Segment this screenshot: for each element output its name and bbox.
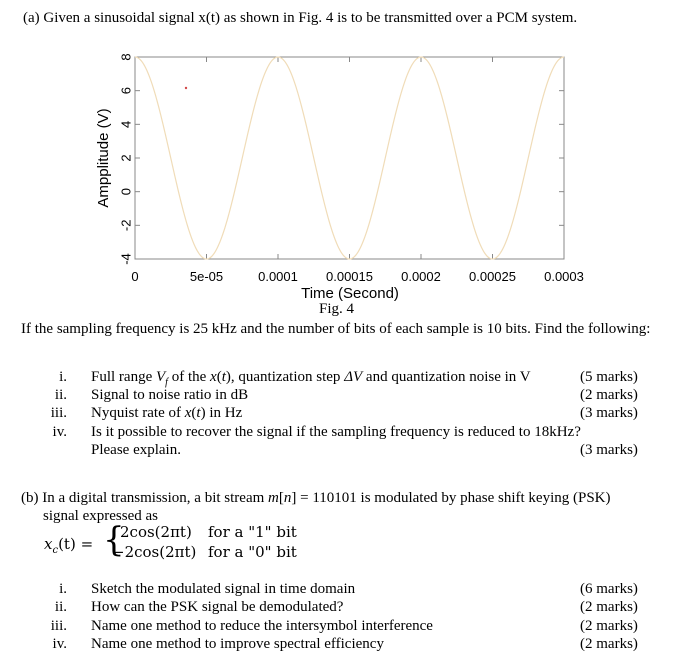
case-1-condition: for a "1" bit [208,523,297,541]
x-tick-labels [131,269,584,284]
qb3-text: Name one method to reduce the intersymbol interference [91,618,433,634]
y-tick-label: 6 [118,87,134,95]
qa4-text-continued: Please explain. [91,442,181,458]
part-b-subtitle: signal expressed as [43,508,158,524]
qb1-marks: (6 marks) [580,581,638,597]
qa1-marks: (5 marks) [580,369,638,385]
x-tick-label: 0 [131,269,139,284]
part-a-paragraph: If the sampling frequency is 25 kHz and the number of bits of each sample is 10 bits. Find the following: [21,321,651,337]
stray-dot [185,87,187,89]
y-tick-label: 4 [118,120,134,128]
x-tick-label: 0.00015 [326,269,373,284]
case-1-expression: 2cos(2πt) [120,523,192,541]
qb4-number: iv. [52,636,67,652]
qb1-number: i. [59,581,67,597]
qa2-marks: (2 marks) [580,387,638,403]
x-tick-label: 0.0003 [544,269,584,284]
qa3-number: iii. [50,405,67,421]
y-tick-label: -2 [118,219,134,232]
part-a-title: (a) Given a sinusoidal signal x(t) as shown in Fig. 4 is to be transmitted over a PCM system. [23,10,578,26]
y-tick-label: 2 [118,154,134,162]
plot-border [135,57,564,259]
y-tick-labels [119,53,134,264]
case-2-condition: for a "0" bit [208,543,297,561]
qb2-text: How can the PSK signal be demodulated? [91,599,344,615]
x-axis-label: Time (Second) [301,285,399,302]
y-axis-label: Ampplitude (V) [95,108,112,208]
part-b-title: (b) In a digital transmission, a bit stream m[n] = 110101 is modulated by phase shift keying (PSK) [21,490,611,506]
qb2-number: ii. [54,599,67,615]
qa1-text: Full range $V_f$ of the x(t), quantization step ΔV and quantization noise in V [91,369,531,388]
x-tick-label: 0.0002 [401,269,441,284]
qa4-number: iv. [52,424,67,440]
qa3-text: Nyquist rate of x(t) in Hz [91,405,243,421]
equation-lhs: $x_c(t)$ = [44,535,94,556]
plot-frame [135,57,564,259]
case-2-expression: −2cos(2πt) [112,543,197,561]
y-tick-label: 8 [118,53,134,61]
qa4-text: Is it possible to recover the signal if the sampling frequency is reduced to 18kHz? [91,424,581,440]
figure-caption: Fig. 4 [319,301,355,317]
qb4-marks: (2 marks) [580,636,638,652]
qa3-marks: (3 marks) [580,405,638,421]
qb3-marks: (2 marks) [580,618,638,634]
series-line-xt [135,57,564,259]
x-tick-label: 0.0001 [258,269,298,284]
y-tick-label: 0 [118,188,134,196]
sinusoid-chart [0,0,697,320]
y-tick-label: -4 [118,253,134,265]
qb2-marks: (2 marks) [580,599,638,615]
qa2-text: Signal to noise ratio in dB [91,387,249,403]
left-brace: { [103,520,125,560]
x-tick-label: 5e-05 [189,269,224,284]
x-tick-marks [135,57,564,259]
y-tick-marks [135,57,564,259]
qa1-number: i. [59,369,67,385]
qa2-number: ii. [54,387,67,403]
qb3-number: iii. [50,618,67,634]
x-tick-label: 0.00025 [469,269,516,284]
qb4-text: Name one method to improve spectral efficiency [91,636,384,652]
qa4-marks: (3 marks) [580,442,638,458]
qb1-text: Sketch the modulated signal in time domain [91,581,356,597]
